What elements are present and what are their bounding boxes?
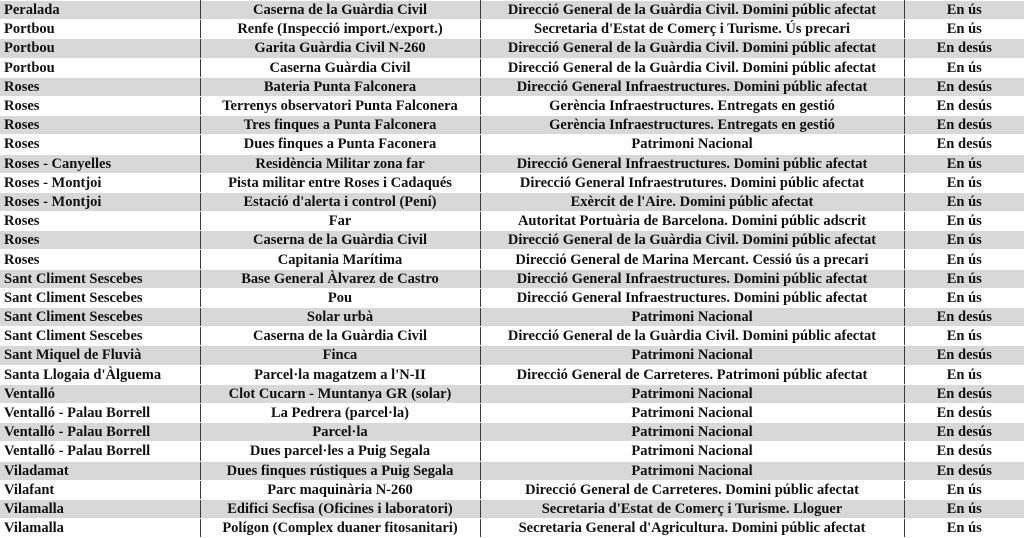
cell-municipality: Roses (0, 135, 200, 154)
cell-municipality: Peralada (0, 1, 200, 20)
table-row (0, 327, 1024, 346)
cell-owner: Patrimoni Nacional (480, 403, 904, 422)
table-row (0, 96, 1024, 115)
cell-status: En ús (904, 173, 1024, 192)
table-row (0, 135, 1024, 154)
table-row (0, 519, 1024, 538)
cell-status: En ús (904, 212, 1024, 231)
cell-property: La Pedrera (parcel·la) (200, 403, 480, 422)
cell-owner: Direcció General Infraestrutures. Domini públic afectat (480, 173, 904, 192)
cell-property: Far (200, 212, 480, 231)
cell-property: Parcel·la magatzem a l'N-II (200, 365, 480, 384)
cell-owner: Direcció General de Carreteres. Patrimoni públic afectat (480, 365, 904, 384)
cell-owner: Patrimoni Nacional (480, 346, 904, 365)
cell-owner: Exèrcit de l'Aire. Domini públic afectat (480, 192, 904, 211)
table-row (0, 403, 1024, 422)
cell-status: En desús (904, 308, 1024, 327)
cell-property: Tres finques a Punta Falconera (200, 116, 480, 135)
table-row (0, 346, 1024, 365)
cell-property: Dues finques a Punta Faconera (200, 135, 480, 154)
cell-property: Parc maquinària N-260 (200, 480, 480, 499)
table-row (0, 20, 1024, 39)
cell-status: En desús (904, 116, 1024, 135)
cell-property: Solar urbà (200, 308, 480, 327)
cell-municipality: Portbou (0, 58, 200, 77)
cell-owner: Direcció General de la Guàrdia Civil. Domini públic afectat (480, 231, 904, 250)
table-row (0, 480, 1024, 499)
cell-owner: Direcció General de la Guàrdia Civil. Domini públic afectat (480, 58, 904, 77)
table-row (0, 288, 1024, 307)
table-row (0, 1, 1024, 20)
cell-municipality: Vilamalla (0, 519, 200, 538)
cell-status: En ús (904, 154, 1024, 173)
cell-municipality: Ventalló (0, 384, 200, 403)
cell-municipality: Ventalló - Palau Borrell (0, 403, 200, 422)
cell-property: Polígon (Complex duaner fitosanitari) (200, 519, 480, 538)
cell-property: Terrenys observatori Punta Falconera (200, 96, 480, 115)
table-row (0, 461, 1024, 480)
cell-municipality: Roses - Montjoi (0, 173, 200, 192)
cell-municipality: Roses (0, 250, 200, 269)
cell-municipality: Ventalló - Palau Borrell (0, 442, 200, 461)
table-row (0, 308, 1024, 327)
cell-status: En ús (904, 231, 1024, 250)
cell-owner: Direcció General de Marina Mercant. Cessió ús a precari (480, 250, 904, 269)
cell-owner: Direcció General Infraestructures. Domini públic afectat (480, 269, 904, 288)
cell-property: Residència Militar zona far (200, 154, 480, 173)
cell-municipality: Roses (0, 231, 200, 250)
table-row (0, 269, 1024, 288)
cell-municipality: Ventalló - Palau Borrell (0, 423, 200, 442)
table-row (0, 154, 1024, 173)
cell-municipality: Vilafant (0, 480, 200, 499)
cell-owner: Patrimoni Nacional (480, 461, 904, 480)
cell-status: En desús (904, 384, 1024, 403)
cell-property: Pista militar entre Roses i Cadaqués (200, 173, 480, 192)
property-table-body (0, 1, 1024, 538)
table-row (0, 499, 1024, 518)
table-row (0, 442, 1024, 461)
cell-owner: Direcció General Infraestructures. Domini públic afectat (480, 288, 904, 307)
cell-municipality: Roses (0, 212, 200, 231)
cell-status: En ús (904, 192, 1024, 211)
cell-property: Capitania Marítima (200, 250, 480, 269)
cell-municipality: Roses (0, 96, 200, 115)
cell-owner: Patrimoni Nacional (480, 442, 904, 461)
cell-owner: Patrimoni Nacional (480, 135, 904, 154)
cell-status: En ús (904, 480, 1024, 499)
cell-property: Base General Àlvarez de Castro (200, 269, 480, 288)
cell-status: En ús (904, 20, 1024, 39)
cell-status: En ús (904, 250, 1024, 269)
cell-status: En desús (904, 135, 1024, 154)
cell-owner: Direcció General de Carreteres. Domini públic afectat (480, 480, 904, 499)
table-row (0, 250, 1024, 269)
cell-status: En ús (904, 499, 1024, 518)
cell-property: Edifici Secfisa (Oficines i laboratori) (200, 499, 480, 518)
cell-owner: Patrimoni Nacional (480, 308, 904, 327)
cell-owner: Patrimoni Nacional (480, 423, 904, 442)
cell-status: En desús (904, 39, 1024, 58)
cell-owner: Direcció General Infraestructures. Domini públic afectat (480, 77, 904, 96)
cell-owner: Patrimoni Nacional (480, 384, 904, 403)
table-row (0, 58, 1024, 77)
cell-municipality: Sant Climent Sescebes (0, 288, 200, 307)
cell-property: Estació d'alerta i control (Pení) (200, 192, 480, 211)
cell-status: En desús (904, 423, 1024, 442)
cell-municipality: Sant Climent Sescebes (0, 327, 200, 346)
table-row (0, 39, 1024, 58)
cell-municipality: Portbou (0, 20, 200, 39)
cell-municipality: Vilamalla (0, 499, 200, 518)
cell-property: Pou (200, 288, 480, 307)
cell-status: En ús (904, 58, 1024, 77)
cell-status: En desús (904, 442, 1024, 461)
cell-owner: Secretaria d'Estat de Comerç i Turisme. Lloguer (480, 499, 904, 518)
table-row (0, 192, 1024, 211)
cell-status: En ús (904, 519, 1024, 538)
cell-owner: Gerència Infraestructures. Entregats en gestió (480, 116, 904, 135)
cell-property: Dues parcel·les a Puig Segala (200, 442, 480, 461)
cell-owner: Direcció General de la Guàrdia Civil. Domini públic afectat (480, 39, 904, 58)
table-row (0, 116, 1024, 135)
cell-municipality: Sant Climent Sescebes (0, 269, 200, 288)
cell-status: En ús (904, 1, 1024, 20)
cell-status: En desús (904, 403, 1024, 422)
cell-municipality: Roses - Canyelles (0, 154, 200, 173)
table-row (0, 423, 1024, 442)
cell-property: Dues finques rústiques a Puig Segala (200, 461, 480, 480)
cell-property: Caserna de la Guàrdia Civil (200, 231, 480, 250)
cell-property: Caserna de la Guàrdia Civil (200, 1, 480, 20)
cell-status: En desús (904, 77, 1024, 96)
cell-property: Finca (200, 346, 480, 365)
cell-owner: Secretaria General d'Agricultura. Domini públic afectat (480, 519, 904, 538)
table-row (0, 365, 1024, 384)
cell-municipality: Portbou (0, 39, 200, 58)
cell-municipality: Roses (0, 116, 200, 135)
cell-owner: Direcció General de la Guàrdia Civil. Domini públic afectat (480, 1, 904, 20)
cell-municipality: Sant Miquel de Fluvià (0, 346, 200, 365)
cell-owner: Secretaria d'Estat de Comerç i Turisme. Ús precari (480, 20, 904, 39)
cell-owner: Autoritat Portuària de Barcelona. Domini públic adscrit (480, 212, 904, 231)
cell-municipality: Roses (0, 77, 200, 96)
cell-status: En desús (904, 461, 1024, 480)
cell-property: Caserna Guàrdia Civil (200, 58, 480, 77)
cell-owner: Gerència Infraestructures. Entregats en gestió (480, 96, 904, 115)
cell-municipality: Sant Climent Sescebes (0, 308, 200, 327)
cell-status: En ús (904, 269, 1024, 288)
cell-property: Garita Guàrdia Civil N-260 (200, 39, 480, 58)
cell-municipality: Santa Llogaia d'Àlguema (0, 365, 200, 384)
table-row (0, 77, 1024, 96)
table-row (0, 231, 1024, 250)
cell-status: En ús (904, 327, 1024, 346)
cell-property: Caserna de la Guàrdia Civil (200, 327, 480, 346)
cell-property: Clot Cucarn - Muntanya GR (solar) (200, 384, 480, 403)
cell-property: Renfe (Inspecció import./export.) (200, 20, 480, 39)
cell-status: En ús (904, 365, 1024, 384)
cell-property: Bateria Punta Falconera (200, 77, 480, 96)
cell-status: En desús (904, 96, 1024, 115)
cell-municipality: Viladamat (0, 461, 200, 480)
cell-status: En ús (904, 288, 1024, 307)
cell-owner: Direcció General Infraestructures. Domini públic afectat (480, 154, 904, 173)
table-row (0, 173, 1024, 192)
table-row (0, 212, 1024, 231)
cell-municipality: Roses - Montjoi (0, 192, 200, 211)
table-row (0, 384, 1024, 403)
cell-status: En desús (904, 346, 1024, 365)
cell-property: Parcel·la (200, 423, 480, 442)
cell-owner: Direcció General de la Guàrdia Civil. Domini públic afectat (480, 327, 904, 346)
